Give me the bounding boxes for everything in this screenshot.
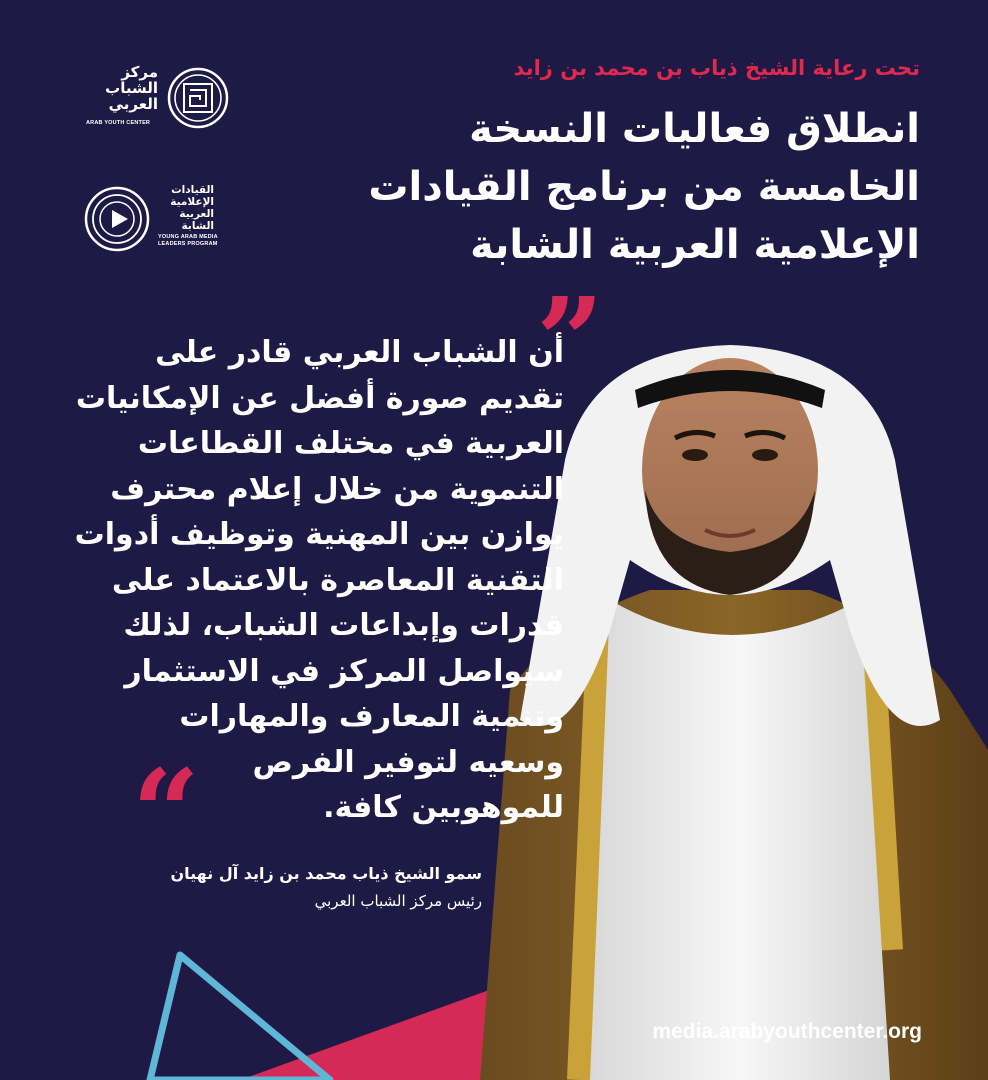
quote-line: التنموية من خلال إعلام محترف (110, 471, 564, 507)
quote-line: يوازن بين المهنية وتوظيف أدوات (74, 517, 564, 552)
maze-emblem-icon (166, 66, 230, 130)
website-url: media.arabyouthcenter.org (652, 1020, 922, 1043)
quote-line: وسعيه لتوفير الفرص (252, 744, 564, 780)
quote-line: أن الشباب العربي قادر على (155, 335, 564, 370)
quote-line: للموهوبين كافة. (323, 790, 564, 825)
arab-youth-center-logo (80, 62, 240, 142)
quote-line: وتنمية المعارف والمهارات (179, 699, 564, 734)
quote-line: قدرات وإبداعات الشباب، لذلك (123, 608, 564, 643)
title-line: الخامسة من برنامج القيادات (368, 164, 920, 210)
quote-line: تقديم صورة أفضل عن الإمكانيات (75, 380, 564, 416)
yaml-english-name: YOUNG ARAB MEDIA LEADERS PROGRAM (158, 234, 218, 247)
page-title (300, 100, 920, 274)
patronage-line: تحت رعاية الشيخ ذياب بن محمد بن زايد (513, 56, 920, 80)
play-swirl-icon (82, 184, 152, 254)
triangle-outline (150, 955, 330, 1080)
quote-line: سيواصل المركز في الاستثمار (124, 653, 564, 689)
title-line: انطلاق فعاليات النسخة (469, 106, 920, 152)
speaker-name: سمو الشيخ ذياب محمد بن زايد آل نهيان (170, 864, 482, 883)
quote-close-mark: “ (132, 743, 200, 882)
quote-line: العربية في مختلف القطاعات (137, 426, 564, 461)
title-line: الإعلامية العربية الشابة (470, 222, 920, 268)
quote-text (24, 330, 564, 831)
quote-line: التقنية المعاصرة بالاعتماد على (111, 562, 564, 598)
speaker-role: رئيس مركز الشباب العربي (314, 892, 482, 910)
quote-open-mark: ” (536, 271, 604, 410)
ayc-arabic-name: مركز الشباب العربي (105, 63, 158, 113)
ayc-english-name: ARAB YOUTH CENTER (86, 120, 151, 126)
young-arab-media-leaders-logo (80, 180, 230, 260)
yaml-arabic-name: القيادات الإعلامية العربية الشابة (170, 184, 214, 232)
